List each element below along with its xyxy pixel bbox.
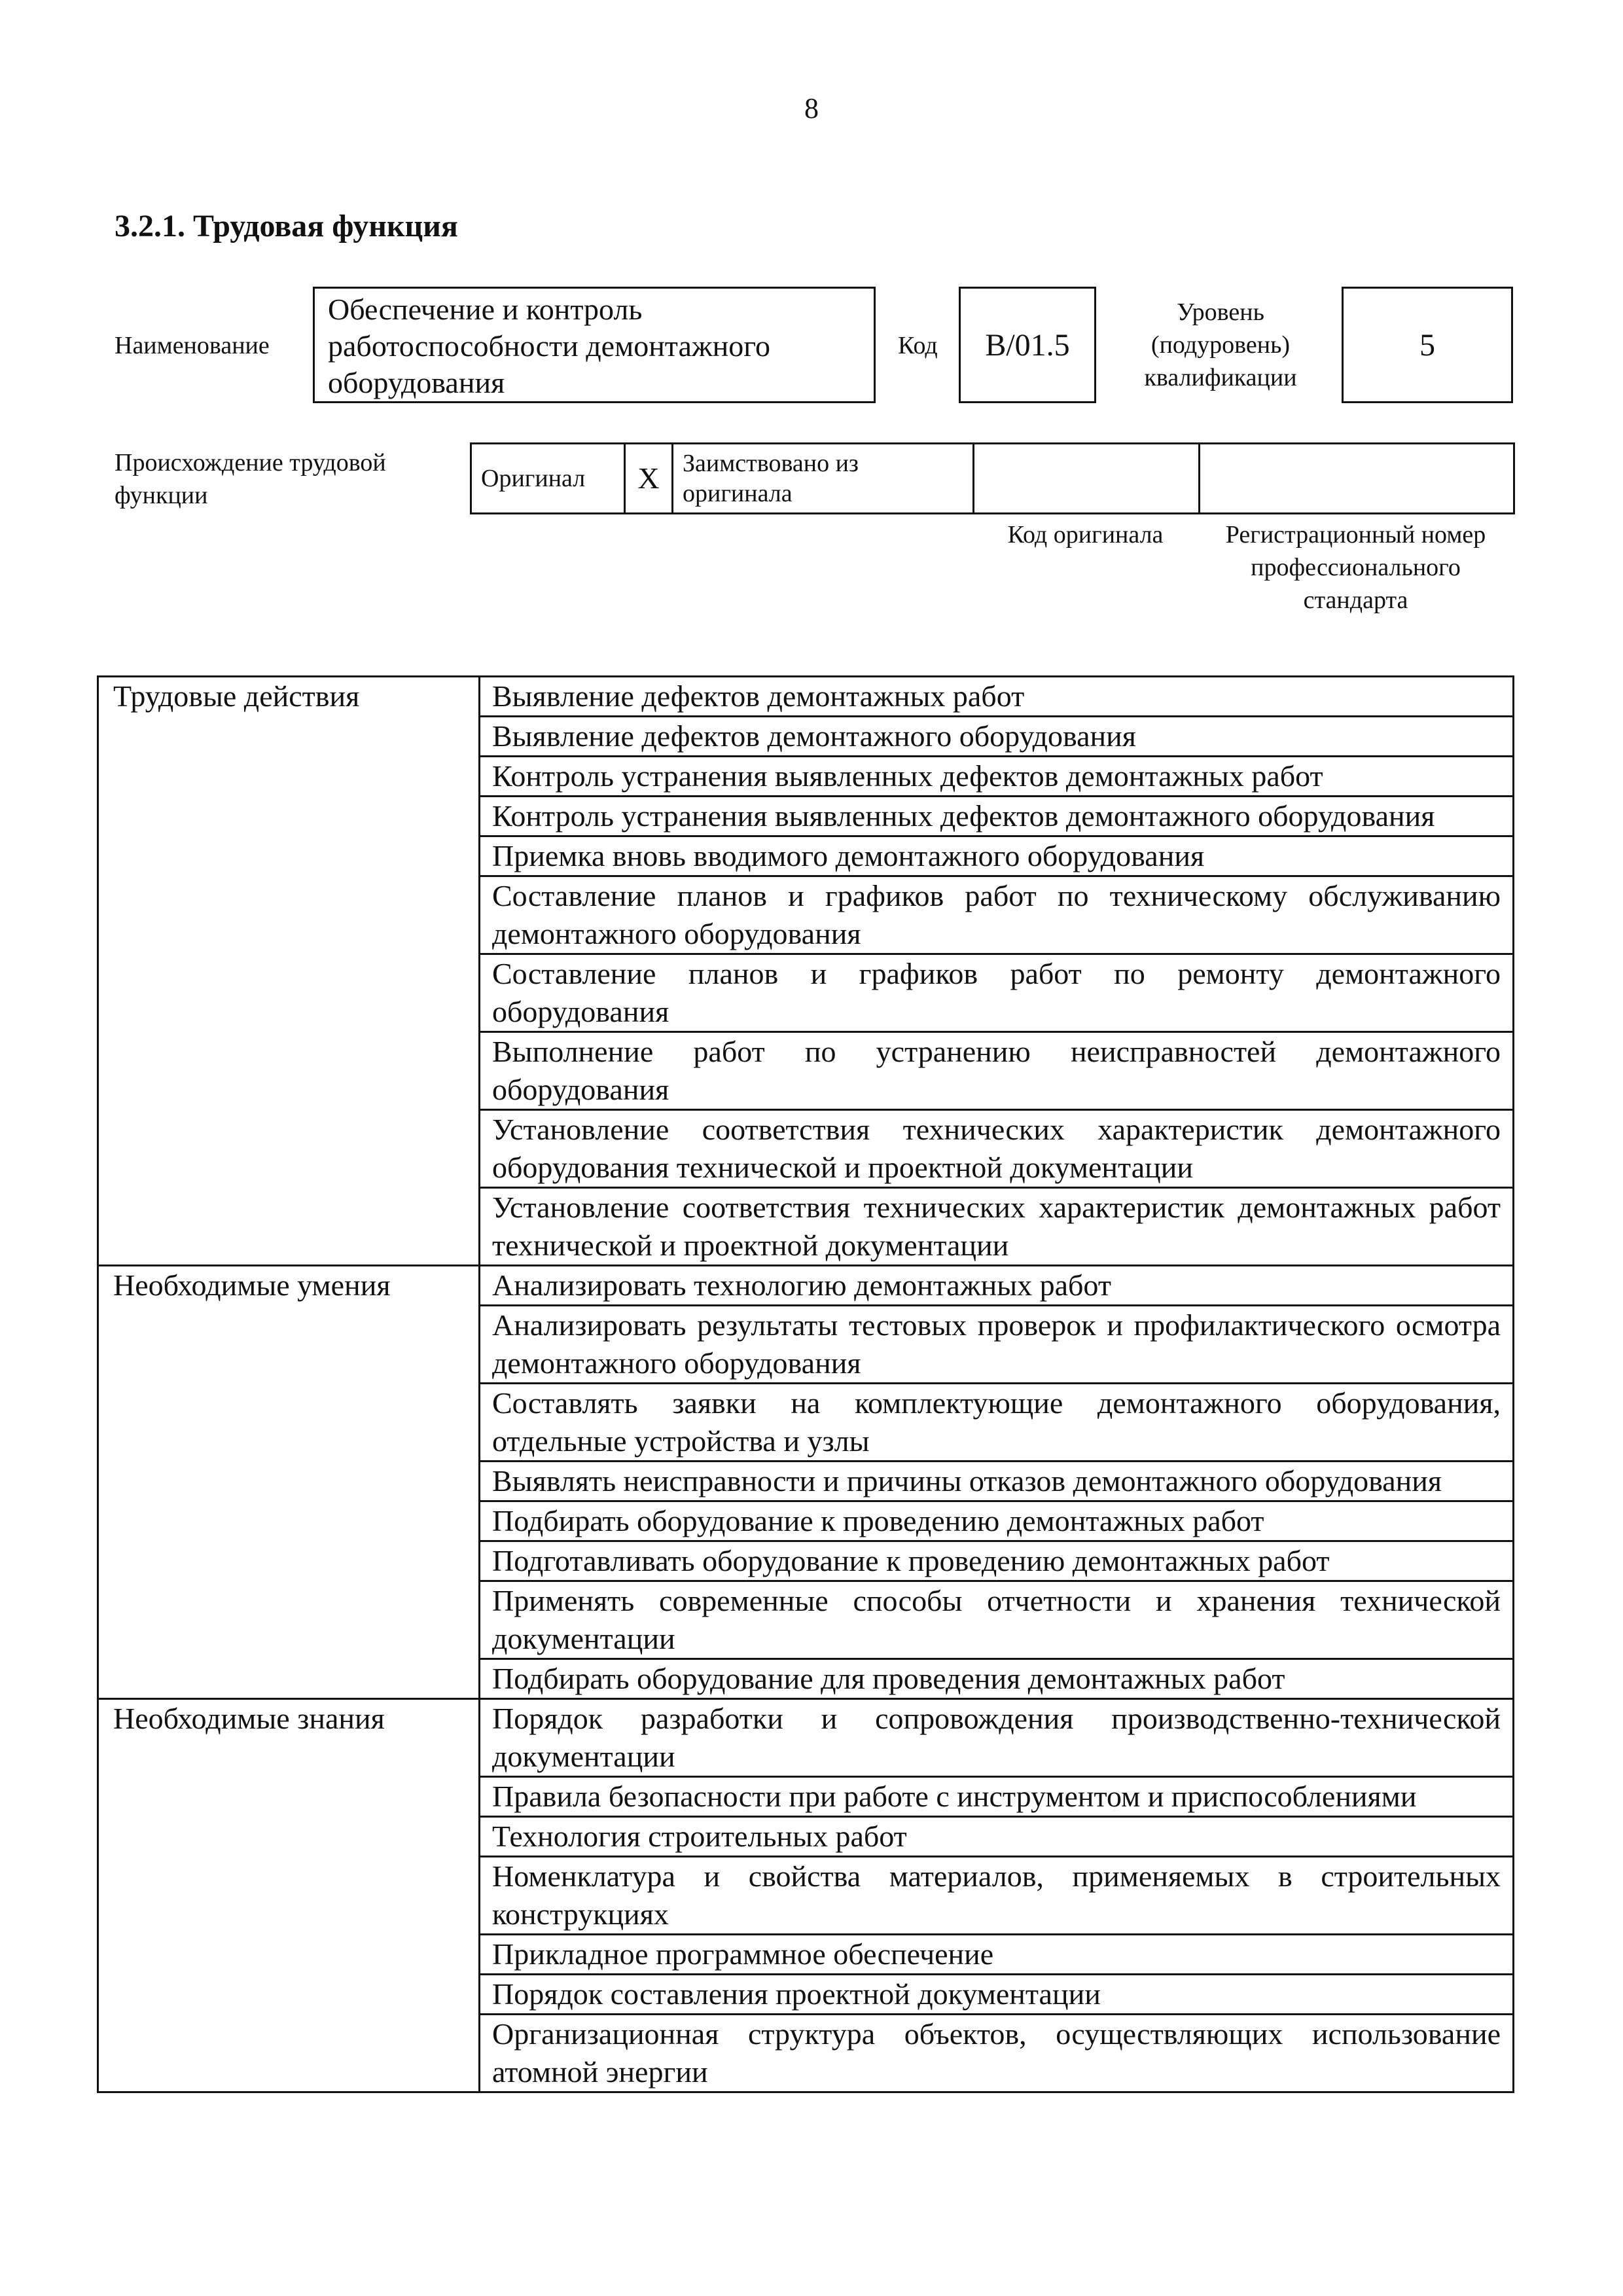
page-number: 8 (804, 92, 819, 124)
list-item: Установление соответствия технических характеристик демонтажных работ технической и проектной документации (480, 1188, 1514, 1266)
list-item: Порядок разработки и сопровождения производственно-технической документации (480, 1699, 1514, 1777)
original-code-caption: Код оригинала (1007, 521, 1164, 548)
name-value: Обеспечение и контроль работоспособности демонтажного оборудования (313, 287, 876, 403)
list-item: Составление планов и графиков работ по техническому обслуживанию демонтажного оборудования (480, 876, 1514, 954)
origin-label: Происхождение трудовой функции (115, 449, 386, 509)
list-item: Порядок составления проектной документации (480, 1975, 1514, 2015)
code-value: B/01.5 (959, 287, 1096, 403)
level-value: 5 (1342, 287, 1513, 403)
list-item: Выполнение работ по устранению неисправностей демонтажного оборудования (480, 1032, 1514, 1110)
table-row (98, 677, 1514, 717)
functions-table (97, 675, 1514, 2093)
list-item: Подбирать оборудование для проведения демонтажных работ (480, 1659, 1514, 1699)
list-item: Составлять заявки на комплектующие демонтажного оборудования, отдельные устройства и узлы (480, 1384, 1514, 1462)
original-mark: X (625, 444, 673, 514)
list-item: Номенклатура и свойства материалов, применяемых в строительных конструкциях (480, 1857, 1514, 1935)
code-label: Код (898, 332, 938, 359)
section-heading: Трудовые действия (98, 677, 480, 1266)
list-item: Выявление дефектов демонтажных работ (480, 677, 1514, 717)
level-label-line-3: квалификации (1144, 364, 1297, 391)
level-label-line-1: Уровень (1177, 298, 1264, 326)
original-label: Оригинал (471, 444, 625, 514)
level-label (1106, 296, 1335, 394)
original-code-cell (974, 444, 1200, 514)
functions-table-body (98, 677, 1514, 2092)
list-item: Выявлять неисправности и причины отказов демонтажного оборудования (480, 1462, 1514, 1501)
borrowed-label: Заимствовано из оригинала (673, 444, 974, 514)
list-item: Анализировать результаты тестовых проверок и профилактического осмотра демонтажного оборудования (480, 1306, 1514, 1384)
name-label: Наименование (115, 332, 270, 359)
reg-number-cell (1200, 444, 1514, 514)
list-item: Подбирать оборудование к проведению демонтажных работ (480, 1501, 1514, 1541)
section-heading: Необходимые знания (98, 1699, 480, 2092)
list-item: Правила безопасности при работе с инструментом и приспособлениями (480, 1777, 1514, 1817)
list-item: Контроль устранения выявленных дефектов демонтажных работ (480, 757, 1514, 797)
section-heading: Необходимые умения (98, 1266, 480, 1699)
list-item: Выявление дефектов демонтажного оборудования (480, 717, 1514, 757)
section-title: 3.2.1. Трудовая функция (115, 209, 458, 243)
list-item: Технология строительных работ (480, 1817, 1514, 1857)
list-item: Анализировать технологию демонтажных работ (480, 1266, 1514, 1306)
list-item: Составление планов и графиков работ по ремонту демонтажного оборудования (480, 954, 1514, 1032)
list-item: Прикладное программное обеспечение (480, 1935, 1514, 1975)
list-item: Организационная структура объектов, осуществляющих использование атомной энергии (480, 2015, 1514, 2092)
origin-table (470, 442, 1515, 514)
list-item: Подготавливать оборудование к проведению демонтажных работ (480, 1541, 1514, 1581)
table-row (98, 1266, 1514, 1306)
list-item: Приемка вновь вводимого демонтажного оборудования (480, 836, 1514, 876)
list-item: Применять современные способы отчетности и хранения технической документации (480, 1581, 1514, 1659)
list-item: Установление соответствия технических характеристик демонтажного оборудования технической и проектной документации (480, 1110, 1514, 1188)
level-label-line-2: (подуровень) (1150, 331, 1291, 359)
list-item: Контроль устранения выявленных дефектов демонтажного оборудования (480, 797, 1514, 836)
reg-number-caption: Регистрационный номер профессионального стандарта (1225, 521, 1486, 614)
table-row (98, 1699, 1514, 1777)
